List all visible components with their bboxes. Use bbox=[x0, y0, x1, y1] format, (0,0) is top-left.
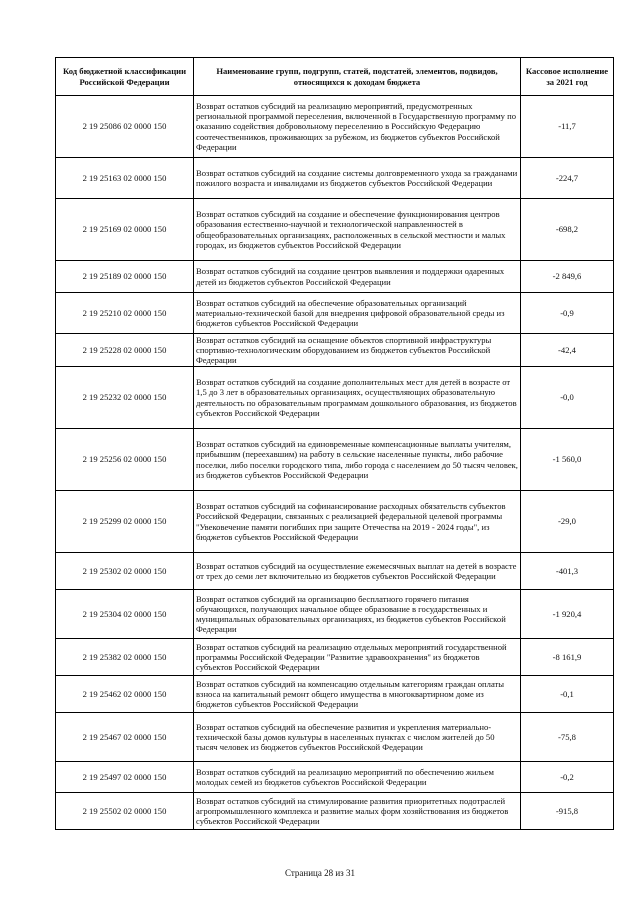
header-code: Код бюджетной классификации Российской Федерации bbox=[56, 58, 194, 96]
table-row bbox=[56, 793, 614, 830]
row-code: 2 19 25502 02 0000 150 bbox=[56, 793, 194, 830]
row-code: 2 19 25189 02 0000 150 bbox=[56, 261, 194, 293]
row-name: Возврат остатков субсидий на осуществление ежемесячных выплат на детей в возрасте от трех до семи лет включительно из бюджетов субъектов Российской Федерации bbox=[194, 553, 521, 590]
row-code: 2 19 25228 02 0000 150 bbox=[56, 334, 194, 367]
row-amount: -224,7 bbox=[521, 158, 614, 199]
row-amount: -11,7 bbox=[521, 96, 614, 158]
row-code: 2 19 25210 02 0000 150 bbox=[56, 293, 194, 334]
row-code: 2 19 25169 02 0000 150 bbox=[56, 199, 194, 261]
row-amount: -8 161,9 bbox=[521, 639, 614, 676]
row-amount: -75,8 bbox=[521, 713, 614, 762]
table-row bbox=[56, 429, 614, 491]
table-row bbox=[56, 367, 614, 429]
header-amount: Кассовое исполнение за 2021 год bbox=[521, 58, 614, 96]
row-amount: -1 920,4 bbox=[521, 590, 614, 639]
row-code: 2 19 25163 02 0000 150 bbox=[56, 158, 194, 199]
row-name: Возврат остатков субсидий на реализацию мероприятий по обеспечению жильем молодых семей из бюджетов субъектов Российской Федерации bbox=[194, 762, 521, 793]
table-header-row bbox=[56, 58, 614, 96]
row-code: 2 19 25302 02 0000 150 bbox=[56, 553, 194, 590]
row-code: 2 19 25256 02 0000 150 bbox=[56, 429, 194, 491]
row-code: 2 19 25462 02 0000 150 bbox=[56, 676, 194, 713]
page-number: Страница 28 из 31 bbox=[285, 868, 355, 878]
row-amount: -0,0 bbox=[521, 367, 614, 429]
row-code: 2 19 25467 02 0000 150 bbox=[56, 713, 194, 762]
row-amount: -0,9 bbox=[521, 293, 614, 334]
row-code: 2 19 25382 02 0000 150 bbox=[56, 639, 194, 676]
table-row bbox=[56, 762, 614, 793]
table-row bbox=[56, 293, 614, 334]
table-row bbox=[56, 713, 614, 762]
table-row bbox=[56, 199, 614, 261]
table-row bbox=[56, 590, 614, 639]
table-row bbox=[56, 639, 614, 676]
row-name: Возврат остатков субсидий на обеспечение образовательных организаций материально-технической базой для внедрения цифровой образовательной среды из бюджетов субъектов Российской Федерации bbox=[194, 293, 521, 334]
row-amount: -698,2 bbox=[521, 199, 614, 261]
budget-revenue-table bbox=[55, 57, 614, 830]
row-name: Возврат остатков субсидий на создание центров выявления и поддержки одаренных детей из бюджетов субъектов Российской Федерации bbox=[194, 261, 521, 293]
row-amount: -1 560,0 bbox=[521, 429, 614, 491]
row-amount: -401,3 bbox=[521, 553, 614, 590]
row-name: Возврат остатков субсидий на софинансирование расходных обязательств субъектов Российской Федерации, связанных с реализацией федеральной целевой программы "Увековечение памяти погибших при защите Отечества на 2019 - 2024 годы", из бюджетов субъектов Российской Федерации bbox=[194, 491, 521, 553]
row-name: Возврат остатков субсидий на компенсацию отдельным категориям граждан оплаты взноса на капитальный ремонт общего имущества в многоквартирном доме из бюджетов субъектов Российской Федерации bbox=[194, 676, 521, 713]
table-row bbox=[56, 158, 614, 199]
row-code: 2 19 25299 02 0000 150 bbox=[56, 491, 194, 553]
row-amount: -0,2 bbox=[521, 762, 614, 793]
row-code: 2 19 25497 02 0000 150 bbox=[56, 762, 194, 793]
table-row bbox=[56, 334, 614, 367]
row-amount: -2 849,6 bbox=[521, 261, 614, 293]
row-code: 2 19 25304 02 0000 150 bbox=[56, 590, 194, 639]
row-amount: -29,0 bbox=[521, 491, 614, 553]
row-amount: -42,4 bbox=[521, 334, 614, 367]
row-name: Возврат остатков субсидий на создание дополнительных мест для детей в возрасте от 1,5 до 3 лет в образовательных организациях, осуществляющих образовательную деятельность по образовательным программам дошкольного образования, из бюджетов субъектов Российской Федерации bbox=[194, 367, 521, 429]
row-name: Возврат остатков субсидий на создание и обеспечение функционирования центров образования естественно-научной и технологической направленностей в общеобразовательных организациях, расположенных в сельской местности и малых городах, из бюджетов субъектов Российской Федерации bbox=[194, 199, 521, 261]
table-row bbox=[56, 676, 614, 713]
table-row bbox=[56, 491, 614, 553]
row-name: Возврат остатков субсидий на обеспечение развития и укрепления материально-технической базы домов культуры в населенных пунктах с числом жителей до 50 тысяч человек из бюджетов субъектов Российской Федерации bbox=[194, 713, 521, 762]
row-name: Возврат остатков субсидий на реализацию отдельных мероприятий государственной программы Российской Федерации "Развитие здравоохранения" из бюджетов субъектов Российской Федерации bbox=[194, 639, 521, 676]
table-row bbox=[56, 96, 614, 158]
row-amount: -915,8 bbox=[521, 793, 614, 830]
table-row bbox=[56, 553, 614, 590]
row-code: 2 19 25232 02 0000 150 bbox=[56, 367, 194, 429]
row-amount: -0,1 bbox=[521, 676, 614, 713]
row-name: Возврат остатков субсидий на оснащение объектов спортивной инфраструктуры спортивно-технологическим оборудованием из бюджетов субъектов Российской Федерации bbox=[194, 334, 521, 367]
row-name: Возврат остатков субсидий на единовременные компенсационные выплаты учителям, прибывшим (переехавшим) на работу в сельские населенные пункты, либо рабочие поселки, либо поселки городского типа, либо города с населением до 50 тысяч человек, из бюджетов субъектов Российской Федерации bbox=[194, 429, 521, 491]
header-name: Наименование групп, подгрупп, статей, подстатей, элементов, подвидов, относящихся к доходам бюджета bbox=[194, 58, 521, 96]
row-name: Возврат остатков субсидий на организацию бесплатного горячего питания обучающихся, получающих начальное общее образование в государственных и муниципальных образовательных организациях, из бюджетов субъектов Российской Федерации bbox=[194, 590, 521, 639]
row-name: Возврат остатков субсидий на стимулирование развития приоритетных подотраслей агропромышленного комплекса и развитие малых форм хозяйствования из бюджетов субъектов Российской Федерации bbox=[194, 793, 521, 830]
table-row bbox=[56, 261, 614, 293]
row-name: Возврат остатков субсидий на реализацию мероприятий, предусмотренных региональной программой переселения, включенной в Государственную программу по оказанию содействия добровольному переселению в Российскую Федерацию соотечественников, проживающих за рубежом, из бюджетов субъектов Российской Федерации bbox=[194, 96, 521, 158]
row-code: 2 19 25086 02 0000 150 bbox=[56, 96, 194, 158]
row-name: Возврат остатков субсидий на создание системы долговременного ухода за гражданами пожилого возраста и инвалидами из бюджетов субъектов Российской Федерации bbox=[194, 158, 521, 199]
